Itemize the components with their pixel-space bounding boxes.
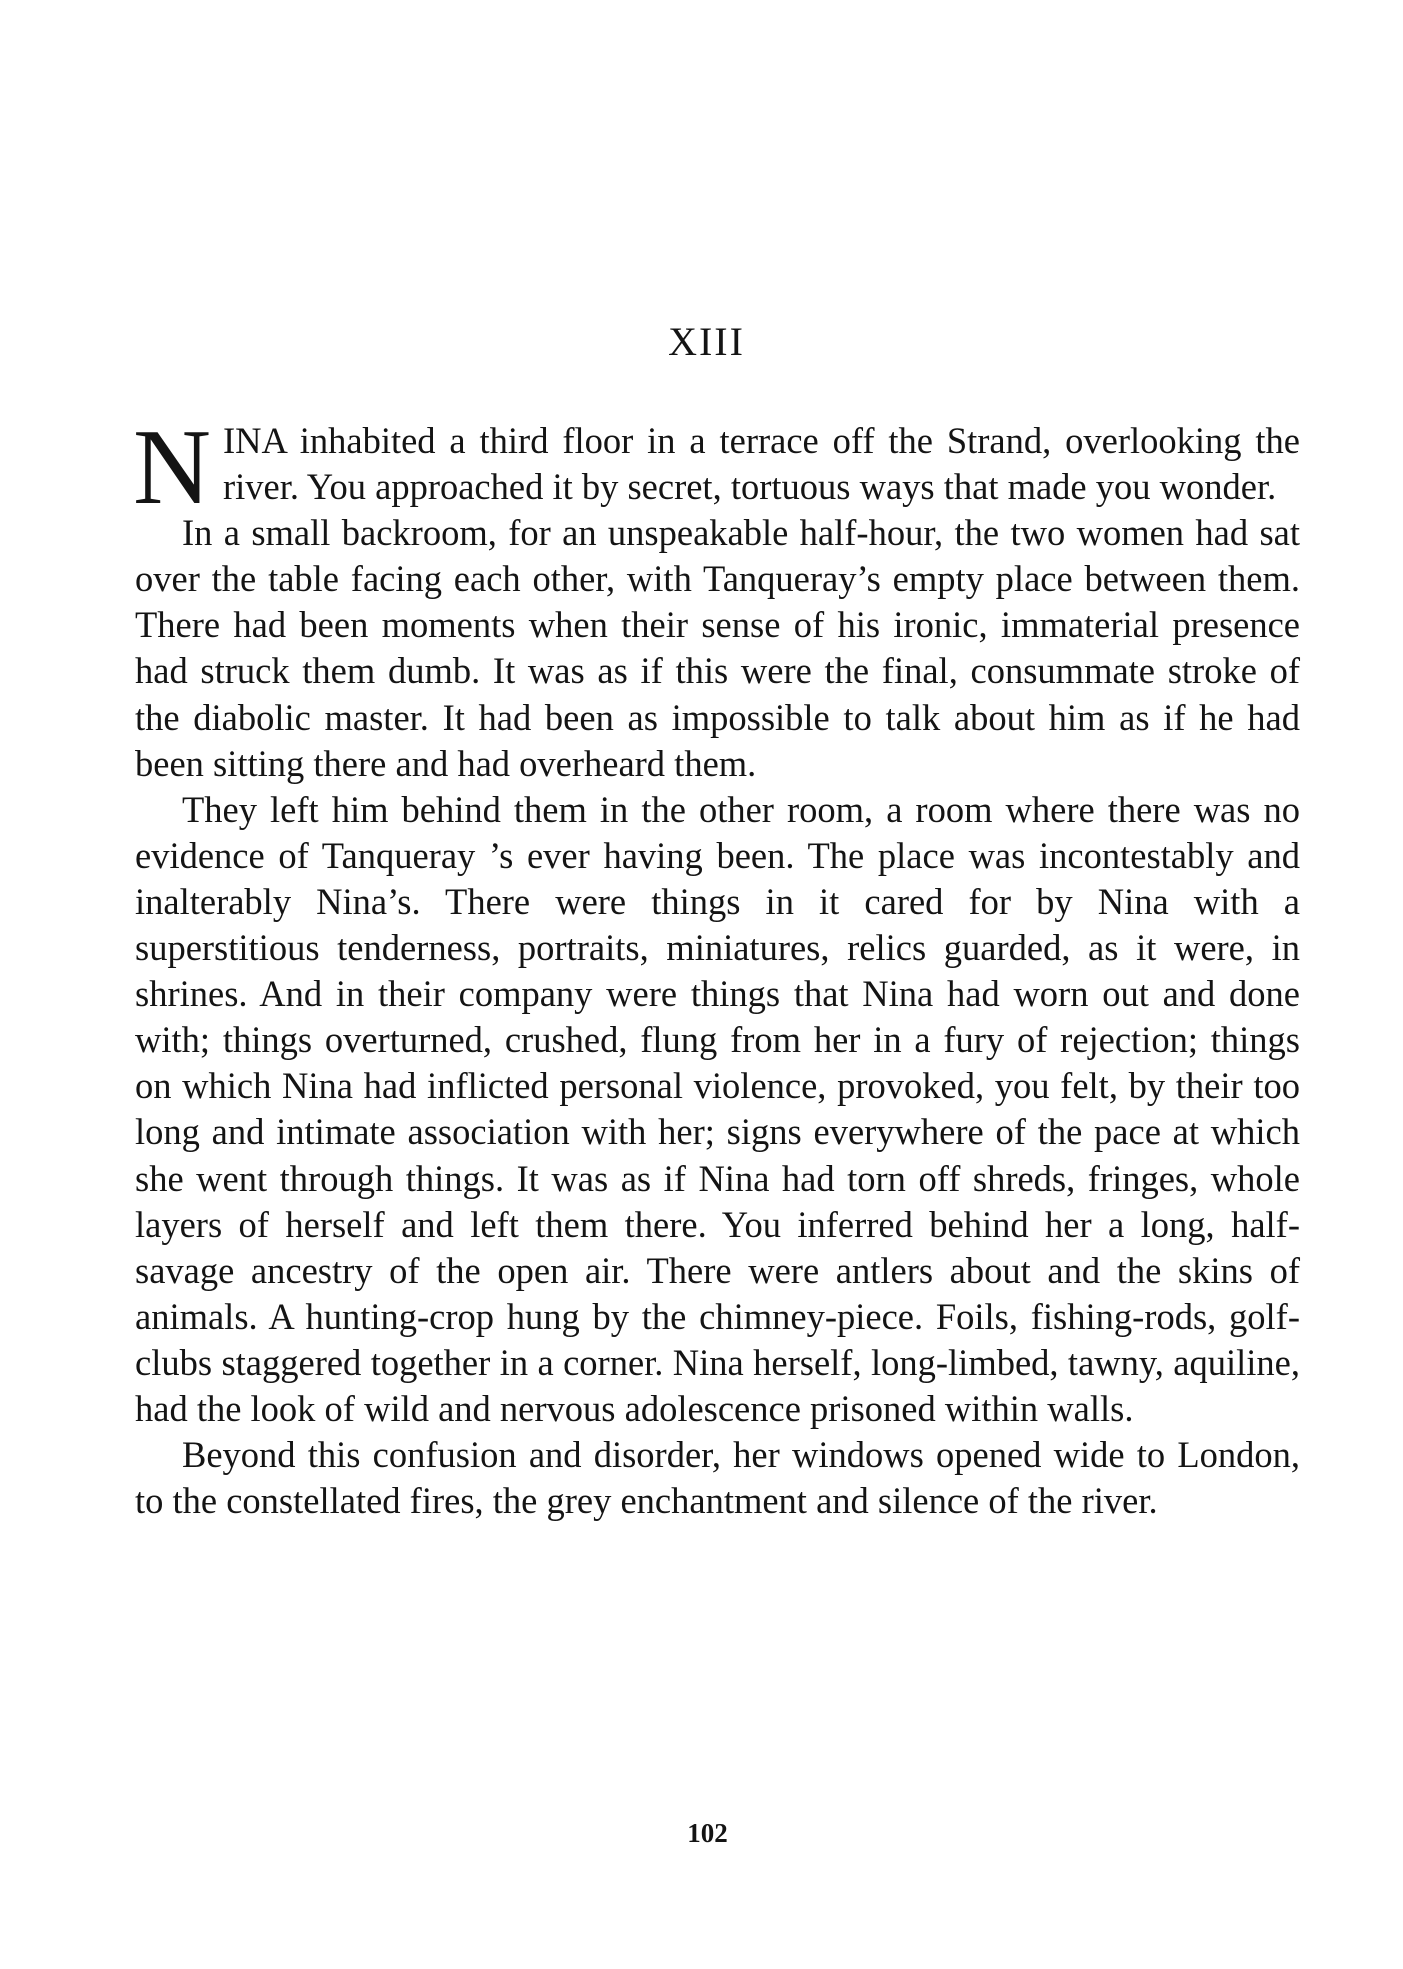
body-text (133, 408, 1300, 1524)
paragraph-4: Beyond this confusion and disorder, her windows opened wide to London, to the constellated fires, the grey enchantment and silence of the river. (135, 1434, 1300, 1522)
paragraph-1 (133, 408, 1300, 527)
page-number: 102 (687, 1818, 728, 1848)
paragraph-2: In a small backroom, for an unspeakable half-hour, the two women had sat over the table facing each other, with Tanqueray’s empty place between them. There had been moments when their sense of his ironic, immaterial presence had struck them dumb. It was as if this were the final, consummate stroke of the diabolic master. It had been as impossible to talk about him as if he had been sitting there and had overheard them. (135, 512, 1300, 784)
paragraph-3: They left him behind them in the other room, a room where there was no evidence of Tanqueray ’s ever having been. The place was incontestably and inalterably Nina’s. There were things in it cared for by Nina with a superstitious tenderness, portraits, miniatures, relics guarded, as it were, in shrines. And in their company were things that Nina had worn out and done with; things overturned, crushed, flung from her in a fury of rejection; things on which Nina had inflicted personal violence, provoked, you felt, by their too long and intimate association with her; signs everywhere of the pace at which she went through things. It was as if Nina had torn off shreds, fringes, whole layers of herself and left them there. You inferred behind her a long, half-savage ancestry of the open air. There were antlers about and the skins of animals. A hunting-crop hung by the chimney-piece. Foils, fishing-rods, golf-clubs staggered together in a corner. Nina herself, long-limbed, tawny, aquiline, had the look of wild and nervous adolescence prisoned within walls. (135, 788, 1300, 1429)
drop-cap: N (133, 408, 211, 527)
paragraph-1-text: INA inhabited a third floor in a terrace off the Strand, overlooking the river. You approached it by secret, tortuous ways that made you wonder. (223, 420, 1300, 508)
chapter-heading: XIII (668, 319, 745, 364)
